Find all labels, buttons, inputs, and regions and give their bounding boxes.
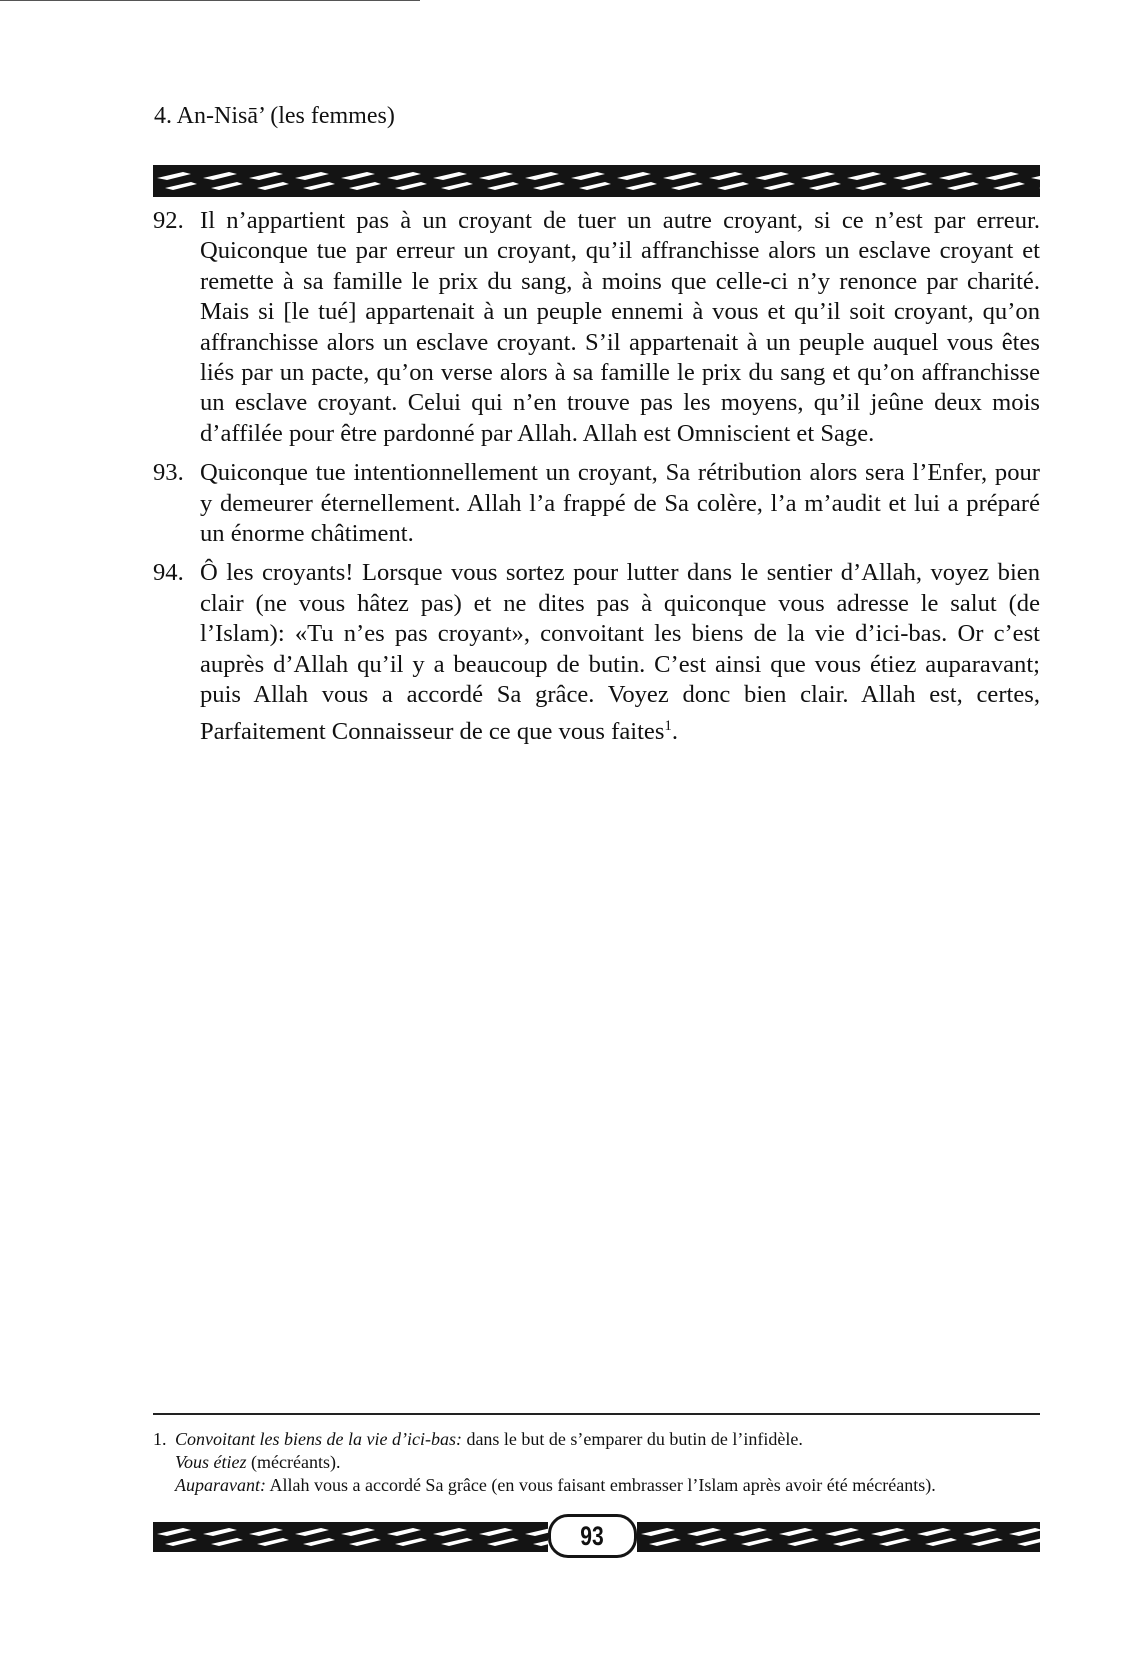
page-number: 93: [580, 1520, 605, 1551]
verses-list: [153, 206, 1040, 756]
verse-text: Quiconque tue intentionnellement un croyant, Sa rétribution alors sera l’Enfer, pour y demeurer éternellement. Allah l’a frappé de Sa colère, l’a m’audit et lui a préparé un énorme châtiment.: [200, 459, 1040, 548]
chain-ornament-bottom-right: [637, 1522, 1040, 1552]
verse-93: [153, 458, 1040, 549]
verse-92: [153, 206, 1040, 449]
verse-number: 94.: [153, 559, 184, 587]
verse-94: [153, 558, 1040, 747]
decorative-band-top: [153, 165, 1040, 197]
verse-number: 93.: [153, 459, 184, 487]
verse-text: Il n’appartient pas à un croyant de tuer un autre croyant, si ce n’est par erreur. Quiconque tue par erreur un croyant, qu’il affranchisse alors un esclave croyant et remette à sa famille le prix du sang, à moins que celle-ci n’y renonce par charité. Mais si [le tué] appartenait à un peuple ennemi à vous et qu’il soit croyant, qu’on affranchisse alors un esclave croyant. S’il appartenait à un peuple auquel vous êtes liés par un pacte, qu’on verse alors à sa famille le prix du sang et qu’on affranchisse un esclave croyant. Celui qui n’en trouve pas les moyens, qu’il jeûne deux mois d’affilée pour être pardonné par Allah. Allah est Omniscient et Sage.: [200, 207, 1040, 447]
footnote-entry: [175, 1428, 1040, 1451]
footnote-1: [153, 1428, 1040, 1497]
verse-number: 92.: [153, 207, 184, 234]
top-edge-rule: [0, 0, 420, 1]
chain-ornament-bottom-left: [153, 1522, 548, 1552]
footnote-term: Auparavant:: [175, 1475, 266, 1495]
footnote-entry: [175, 1474, 1040, 1497]
footnote-term: Convoitant les biens de la vie d’ici-bas:: [175, 1429, 462, 1449]
footnote-text: Allah vous a accordé Sa grâce (en vous faisant embrasser l’Islam après avoir été mécréants).: [265, 1475, 936, 1495]
decorative-band-bottom-left: [153, 1522, 548, 1552]
footnote-text: (mécréants).: [246, 1452, 341, 1472]
page-number-badge: [548, 1514, 637, 1558]
running-header: 4. An-Nisā’ (les femmes): [154, 103, 395, 129]
footnote-term: Vous étiez: [175, 1452, 247, 1472]
footnote-separator: [153, 1413, 1040, 1415]
decorative-band-bottom-right: [637, 1522, 1040, 1552]
verse-end-punctuation: .: [671, 717, 679, 745]
footnote-reference[interactable]: 1: [664, 717, 672, 734]
verse-text: Ô les croyants! Lorsque vous sortez pour lutter dans le sentier d’Allah, voyez bien clair (ne vous hâtez pas) et ne dites pas à quiconque vous adresse le salut (de l’Islam): «Tu n’es pas croyant», convoitant les biens de la vie d’ici-bas. Or c’est auprès d’Allah qu’il y a beaucoup de butin. C’est ainsi que vous étiez auparavant; puis Allah vous a accordé Sa grâce. Voyez donc bien clair. Allah est, certes, Parfaitement Connaisseur de ce que vous faites: [200, 559, 1040, 745]
footnote-body: [175, 1428, 1040, 1497]
footnote-text: dans le but de s’emparer du butin de l’infidèle.: [461, 1429, 803, 1449]
footnote-entry: [175, 1451, 1040, 1474]
verse-text-wrapper: [200, 558, 1040, 747]
footnote-marker: 1.: [153, 1429, 167, 1449]
chain-ornament-top: [153, 165, 1040, 197]
